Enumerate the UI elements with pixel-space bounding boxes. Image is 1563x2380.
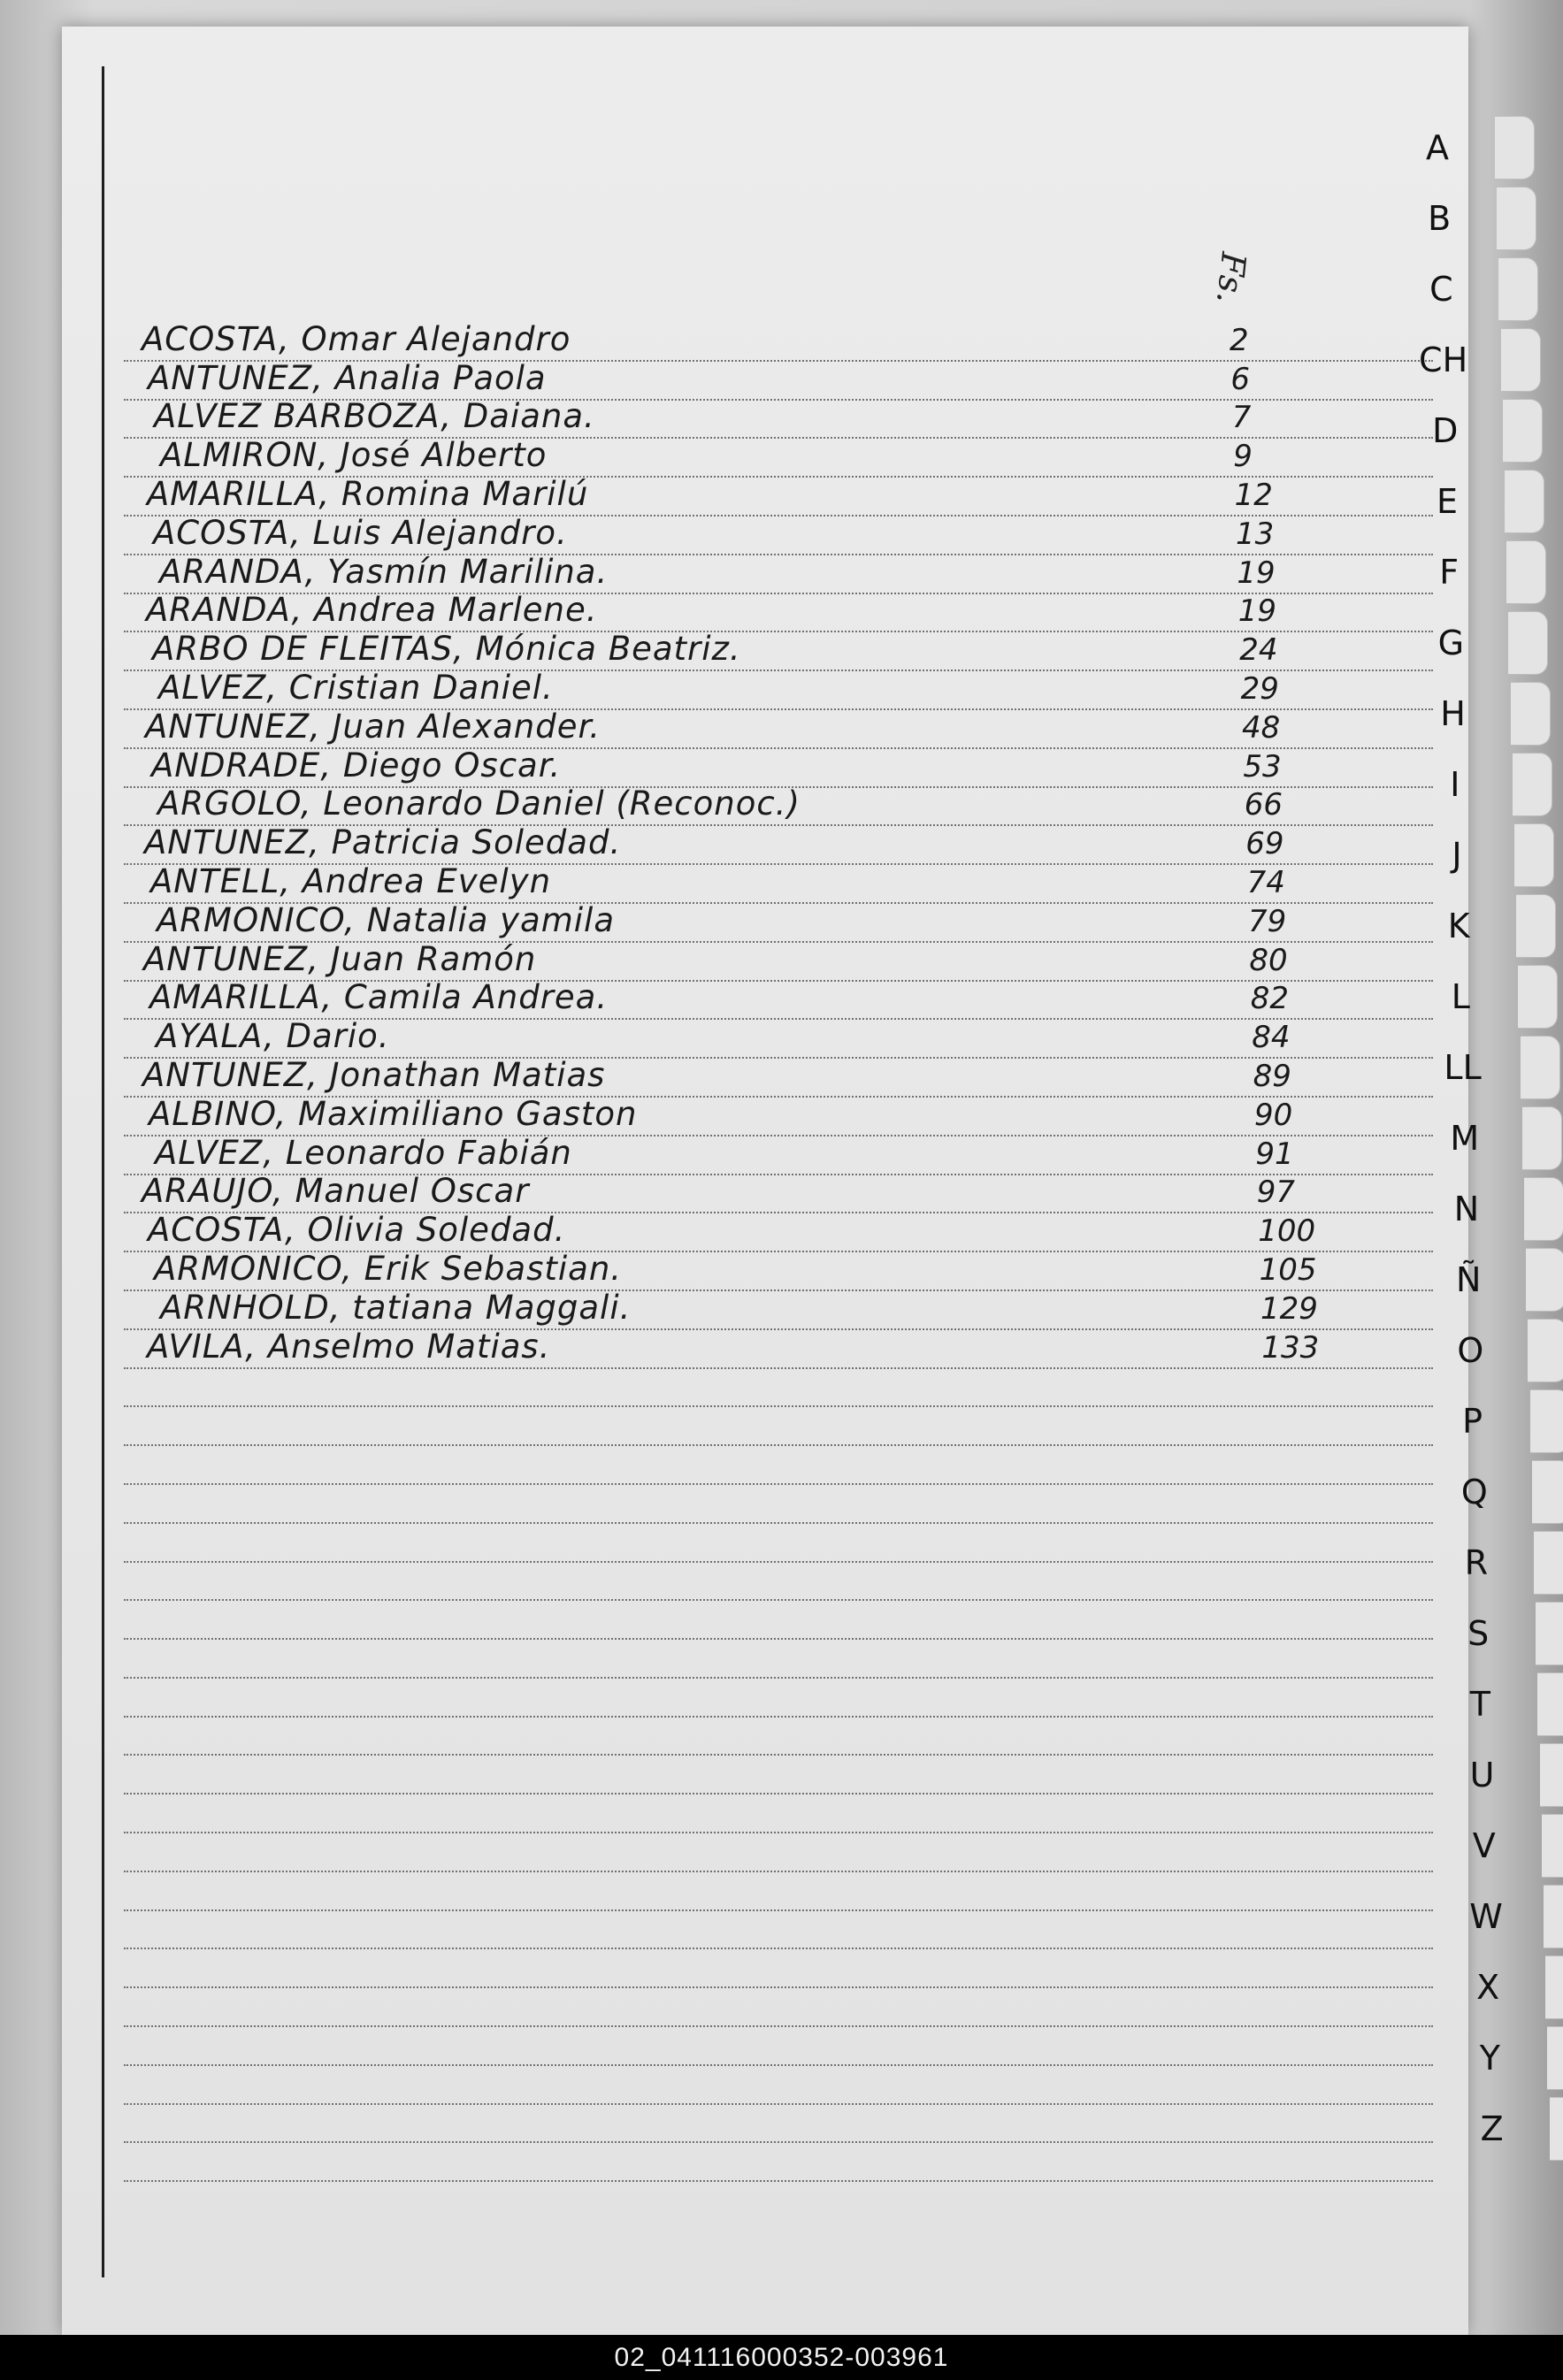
entry-name: ANTUNEZ, Analia Paola [148,358,547,397]
alphabet-tab-q[interactable] [1413,1459,1536,1525]
entry-name: ARGOLO, Leonardo Daniel (Reconoc.) [157,784,801,823]
entry-folio: 97 [1256,1175,1296,1211]
index-row [124,1833,1433,1872]
tab-label: I [1450,765,1460,804]
tab-label: O [1457,1331,1484,1370]
entry-folio: 13 [1236,516,1275,552]
tab-label: G [1437,624,1465,662]
index-row [124,1640,1433,1679]
entry-folio: 19 [1237,555,1276,591]
alphabet-tab-ñ[interactable] [1406,1247,1530,1312]
alphabet-tab-s[interactable] [1416,1601,1540,1666]
tab-edge [1521,1036,1560,1099]
index-row [124,2066,1433,2105]
index-row [124,319,1433,362]
entry-name: ARMONICO, Erik Sebastian. [154,1249,623,1288]
alphabet-tab-k[interactable] [1397,893,1521,959]
entry-name: ANTUNEZ, Juan Ramón [143,939,537,978]
alphabet-tab-j[interactable] [1395,823,1519,888]
alphabet-tab-ll[interactable] [1401,1035,1525,1100]
alphabet-tab-w[interactable] [1424,1884,1548,1949]
entry-folio: 9 [1233,439,1253,475]
entry-name: AMARILLA, Camila Andrea. [149,978,609,1017]
entry-folio: 74 [1246,864,1285,900]
entry-name: ACOSTA, Olivia Soledad. [148,1211,566,1250]
tab-edge [1534,1531,1563,1595]
index-row [124,978,1433,1021]
index-row [124,784,1433,827]
entry-name: ALVEZ BARBOZA, Daiana. [154,397,595,436]
entry-folio: 129 [1260,1290,1318,1327]
alphabet-tab-x[interactable] [1426,1955,1550,2020]
tab-edge [1532,1460,1563,1524]
entry-folio: 66 [1244,787,1283,823]
tab-label: Z [1480,2109,1504,2148]
entry-name: ACOSTA, Luis Alejandro. [153,513,568,552]
entry-folio: 84 [1252,1020,1291,1056]
index-row [124,591,1433,633]
tab-label: V [1472,1826,1496,1865]
tab-edge [1498,257,1538,321]
index-row [124,632,1433,671]
tab-edge [1513,753,1552,816]
tab-edge [1547,2026,1563,2090]
tab-label: H [1440,694,1466,733]
entry-name: ARBO DE FLEITAS, Mónica Beatriz. [152,630,741,669]
tab-label: L [1451,977,1470,1016]
entry-name: AVILA, Anselmo Matias. [147,1327,551,1366]
entry-folio: 80 [1249,942,1288,978]
tab-label: X [1476,1968,1500,2007]
index-row [124,1872,1433,1911]
index-row [124,1249,1433,1291]
index-entries [124,319,1433,2182]
entry-name: ANDRADE, Diego Oscar. [151,746,562,784]
folio-column-header: Fs. [1209,250,1253,306]
entry-folio: 6 [1230,361,1251,397]
alphabet-tab-o[interactable] [1408,1318,1532,1383]
entry-name: ARAUJO, Manuel Oscar [142,1172,530,1211]
entry-name: ALVEZ, Leonardo Fabián [155,1133,572,1172]
tab-label: U [1469,1756,1495,1795]
entry-folio: 12 [1234,477,1273,513]
tab-edge [1522,1106,1562,1170]
tab-edge [1516,894,1556,958]
document-id-footer [0,2335,1563,2380]
index-row [124,900,1433,943]
alphabet-tab-i[interactable] [1393,752,1517,817]
entry-folio: 82 [1250,981,1290,1017]
index-row [124,1563,1433,1602]
index-row [124,1055,1433,1098]
tab-edge [1518,965,1558,1029]
tab-edge [1524,1177,1563,1241]
tab-label: B [1428,199,1452,238]
entry-name: ALVEZ, Cristian Daniel. [158,668,554,707]
entry-name: ANTUNEZ, Patricia Soledad. [144,823,622,862]
alphabet-tab-b[interactable] [1377,186,1501,251]
alphabet-tab-d[interactable] [1383,398,1507,463]
entry-folio: 29 [1240,670,1279,707]
tab-edge [1536,1602,1563,1665]
alphabet-tab-r[interactable] [1414,1530,1538,1596]
entry-folio: 133 [1261,1329,1320,1366]
index-row [124,1094,1433,1136]
alphabet-tab-y[interactable] [1428,2025,1552,2091]
index-row [124,746,1433,788]
tab-label: A [1426,128,1449,167]
index-row [124,1795,1433,1833]
index-row [124,1911,1433,1950]
entry-name: ALBINO, Maximiliano Gaston [149,1094,638,1133]
index-row [124,1949,1433,1988]
index-row [124,861,1433,904]
alphabet-tab-p[interactable] [1411,1389,1535,1454]
tab-edge [1506,540,1546,604]
index-row [124,1485,1433,1524]
tab-edge [1495,116,1535,180]
index-row [124,707,1433,749]
entry-folio: 2 [1230,322,1249,358]
tab-label: Y [1479,2039,1500,2078]
alphabet-tab-t[interactable] [1418,1672,1542,1737]
tab-label: N [1453,1190,1480,1228]
ledger-page [62,27,1468,2335]
index-row [124,1133,1433,1175]
alphabet-tab-n[interactable] [1405,1176,1529,1242]
tab-edge [1508,611,1548,675]
alphabet-tab-c[interactable] [1379,256,1503,322]
index-row [124,2027,1433,2066]
tab-edge [1514,823,1554,887]
entry-name: ALMIRON, José Alberto [160,436,548,475]
tab-label: D [1432,411,1459,450]
tab-label: Q [1460,1473,1488,1511]
index-row [124,1327,1433,1369]
entry-folio: 19 [1237,593,1277,630]
alphabet-tab-z[interactable] [1430,2096,1554,2162]
tab-edge [1550,2097,1563,2161]
entry-name: ANTUNEZ, Jonathan Matias [142,1055,606,1094]
index-row [124,358,1433,401]
index-row [124,1718,1433,1756]
alphabet-tab-m[interactable] [1403,1106,1527,1171]
tab-edge [1505,470,1544,533]
tab-edge [1497,187,1536,250]
tab-edge [1526,1248,1563,1312]
alphabet-tab-v[interactable] [1422,1813,1546,1879]
alphabet-tab-l[interactable] [1398,964,1522,1029]
entry-name: AMARILLA, Romina Marilú [147,474,589,513]
entry-name: AYALA, Dario. [156,1017,390,1056]
entry-folio: 53 [1243,748,1282,784]
tab-label: C [1429,270,1453,309]
entry-name: ARANDA, Yasmín Marilina. [159,552,609,591]
entry-name: ANTELL, Andrea Evelyn [150,861,552,900]
entry-folio: 90 [1254,1097,1293,1133]
index-row [124,513,1433,555]
alphabet-tab-u[interactable] [1421,1742,1544,1808]
tab-edge [1528,1319,1563,1382]
index-row [124,1017,1433,1059]
entry-name: ACOSTA, Omar Alejandro [142,319,571,358]
index-row [124,823,1433,865]
index-row [124,1369,1433,1408]
index-row [124,1446,1433,1485]
tab-label: S [1467,1614,1490,1653]
tab-edge [1530,1389,1563,1453]
index-row [124,436,1433,478]
entry-name: ARMONICO, Natalia yamila [157,900,616,939]
index-row [124,1679,1433,1718]
tab-edge [1537,1672,1563,1736]
tab-edge [1501,328,1541,392]
tab-label: E [1436,482,1458,521]
tab-label: P [1462,1402,1483,1441]
entry-folio: 69 [1245,826,1284,862]
entry-folio: 100 [1258,1213,1316,1250]
entry-folio: 91 [1255,1136,1294,1172]
tab-edge [1544,1885,1563,1948]
index-row [124,474,1433,517]
index-row [124,1213,1433,1252]
index-row [124,1601,1433,1640]
entry-folio: 48 [1242,709,1281,746]
index-row [124,2105,1433,2144]
entry-folio: 24 [1239,632,1278,669]
tab-label: LL [1444,1048,1482,1087]
index-row [124,1524,1433,1563]
tab-label: F [1439,553,1460,592]
alphabet-tab-e[interactable] [1385,469,1509,534]
entry-name: ANTUNEZ, Juan Alexander. [145,707,601,746]
index-row [124,1172,1433,1214]
tab-label: Ñ [1455,1260,1482,1299]
tab-edge [1540,1743,1563,1807]
tab-label: K [1447,907,1470,945]
tab-edge [1542,1814,1563,1878]
tab-label: J [1452,836,1462,875]
index-row [124,552,1433,594]
entry-folio: 7 [1231,400,1252,436]
alphabet-tab-a[interactable] [1375,115,1499,180]
tab-label: T [1469,1685,1490,1724]
index-row [124,397,1433,440]
alphabet-tab-f[interactable] [1387,540,1511,605]
index-row [124,1407,1433,1446]
index-row [124,2143,1433,2182]
alphabet-tab-ch[interactable] [1382,327,1506,393]
index-row [124,1288,1433,1330]
tab-label: W [1469,1897,1503,1936]
entry-folio: 89 [1253,1058,1291,1094]
index-row [124,1988,1433,2027]
index-row [124,1756,1433,1795]
alphabet-tab-g[interactable] [1389,610,1513,676]
entry-folio: 105 [1259,1251,1317,1288]
tab-label: M [1450,1119,1480,1158]
alphabet-tab-strip [1375,115,1563,2202]
entry-folio: 79 [1248,903,1287,939]
tab-edge [1545,1955,1563,2019]
alphabet-tab-h[interactable] [1391,681,1515,746]
entry-name: ARANDA, Andrea Marlene. [146,591,598,630]
entry-name: ARNHOLD, tatiana Maggali. [160,1288,632,1327]
index-row [124,939,1433,982]
tab-label: CH [1419,341,1468,379]
margin-line [102,66,104,2277]
tab-label: R [1464,1543,1489,1582]
document-id: 02_041116000352-003961 [614,2342,949,2372]
tab-edge [1511,682,1551,746]
tab-edge [1503,399,1543,463]
index-row [124,668,1433,710]
